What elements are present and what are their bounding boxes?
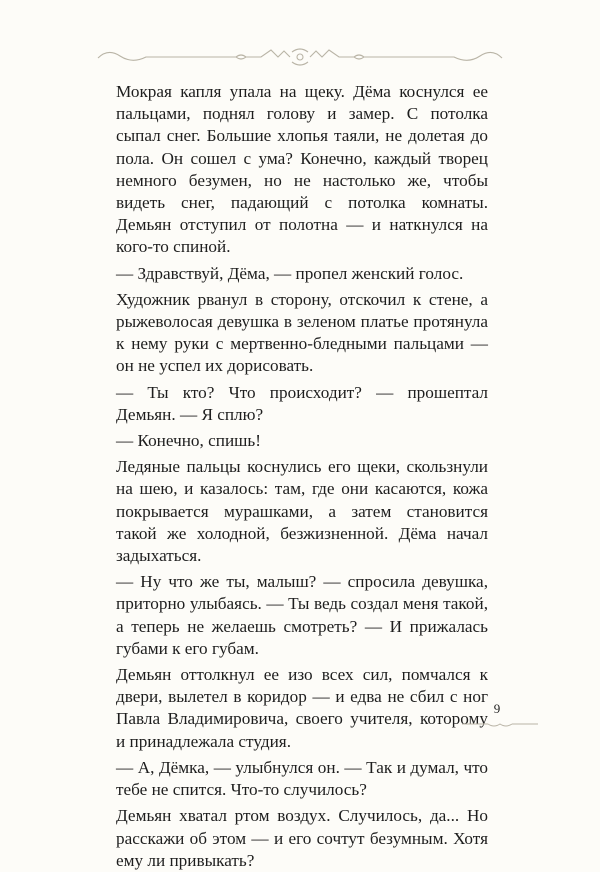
paragraph: Мокрая капля упала на щеку. Дёма коснулся ее пальцами, поднял голову и замер. С потолка сыпал снег. Большие хлопья таяли, не долетая до пола. Он сошел с ума? Конечно, каждый творец немного безумен, но не настолько же, чтобы видеть снег, падающий с потолка комнаты. Демьян отступил от полотна — и наткнулся на кого-то спиной. — [116, 82, 488, 257]
paragraph: — Ты кто? Что происходит? — прошептал Демьян. — Я сплю? — [116, 382, 488, 424]
paragraph: — Здравствуй, Дёма, — пропел женский голос. — [116, 263, 464, 283]
paragraph: Демьян оттолкнул ее изо всех сил, помчался к двери, вылетел в коридор — и едва не сбил с ног Павла Владимировича, своего учителя, которому и принадлежала студия. — [116, 665, 488, 751]
page-number: 9 — [493, 701, 501, 716]
paragraph: — Конечно, спишь! — [116, 431, 261, 451]
paragraph: Ледяные пальцы коснулись его щеки, скользнули на шею, и казалось: там, где они касаются, кожа покрывается мурашками, а затем становится такой же холодной, безжизненной. Дёма начал задыхаться. — [116, 457, 488, 566]
paragraph: — А, Дёмка, — улыбнулся он. — Так и думал, что тебе не спится. Что-то случилось? — [116, 757, 488, 800]
paragraph: Демьян хватал ртом воздух. Случилось, да... Но расскажи об этом — и его сочтут безумным. Хотя ему ли привыкать? — [116, 806, 488, 870]
paragraph: Художник рванул в сторону, отскочил к стене, а рыжеволосая девушка в зеленом платье протянула к нему руки с мертвенно-бледными пальцами — он не успел их дорисовать. — [116, 289, 488, 376]
header-ornament — [96, 44, 504, 72]
body-text — [116, 81, 488, 872]
paragraph: — Ну что же ты, малыш? — спросила девушка, приторно улыбаясь. — Ты ведь создал меня такой, а теперь не желаешь смотреть? — И прижалась губами к его губам. — [116, 572, 488, 658]
